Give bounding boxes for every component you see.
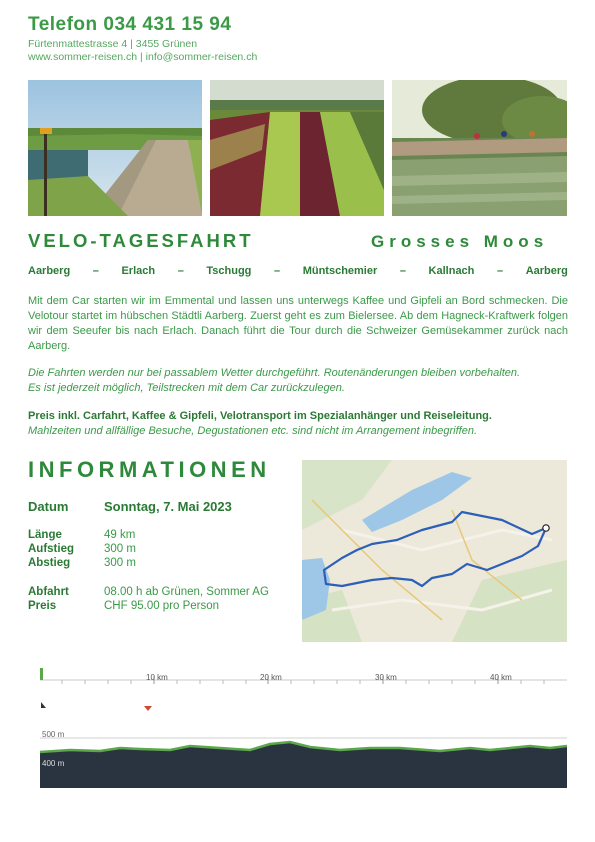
aufstieg-label: Aufstieg (28, 543, 74, 555)
phone-number: Telefon 034 431 15 94 (28, 14, 232, 35)
address: Fürtenmattestrasse 4 | 3455 Grünen (28, 38, 198, 50)
route-sep: – (496, 265, 504, 277)
tick-label: 40 km (490, 673, 512, 682)
preis-label: Preis (28, 600, 57, 612)
abstieg-value: 300 m (104, 557, 136, 569)
aufstieg-value: 300 m (104, 543, 136, 555)
elevation-profile (40, 668, 567, 788)
datum-label: Datum (28, 499, 69, 514)
price-excluded: Mahlzeiten und allfällige Besuche, Degustationen etc. sind nicht im Arrangement inbegriffen. (28, 425, 478, 437)
laenge-label: Länge (28, 529, 62, 541)
datum-value: Sonntag, 7. Mai 2023 (104, 499, 232, 514)
route-map (302, 460, 567, 642)
tick-label: 30 km (375, 673, 397, 682)
tour-description: Mit dem Car starten wir im Emmental und lassen uns unterwegs Kaffee und Gipfeli an Bord schmecken. Die Velotour startet im hübschen Städtli Aarberg. Zuerst geht es zum Bielersee. Ab dem Hagneck-Kraftwerk folgen wir dem Seeufer bis nach Erlach. Danach führt die Tour durch die Schweizer Gemüsekammer zurück nach Aarberg. (28, 295, 568, 352)
photo-cyclists-fields (392, 80, 567, 216)
laenge-value: 49 km (104, 529, 136, 541)
price-included: Preis inkl. Carfahrt, Kaffee & Gipfeli, Velotransport im Spezialanhänger und Reiseleitung. (28, 410, 492, 422)
tour-title: VELO-TAGESFAHRT (28, 230, 254, 251)
route-stop: Erlach (121, 265, 156, 277)
route-sep: – (399, 265, 406, 277)
abstieg-label: Abstieg (28, 557, 71, 569)
tick-label: 10 km (146, 673, 168, 682)
route-line (28, 265, 568, 277)
route-stop: Kallnach (428, 265, 475, 277)
abfahrt-label: Abfahrt (28, 586, 69, 598)
tick-label: 20 km (260, 673, 282, 682)
route-stop: Tschugg (206, 265, 252, 277)
route-stop: Aarberg (525, 265, 568, 277)
abfahrt-value: 08.00 h ab Grünen, Sommer AG (104, 586, 269, 598)
weather-note: Die Fahrten werden nur bei passablem Wetter durchgeführt. Routenänderungen bleiben vorbehalten. (28, 367, 521, 379)
tour-subtitle: Grosses Moos (371, 232, 549, 251)
route-stop: Müntschemier (302, 265, 378, 277)
preis-value: CHF 95.00 pro Person (104, 600, 220, 612)
route-sep: – (177, 265, 184, 277)
info-title: INFORMATIONEN (28, 457, 271, 482)
route-sep: – (273, 265, 281, 277)
bus-note: Es ist jederzeit möglich, Teilstrecken mit dem Car zurückzulegen. (28, 382, 345, 394)
elevation-500-label: 500 m (42, 730, 65, 739)
route-stop: Aarberg (28, 265, 71, 277)
photo-vegetable-fields (210, 80, 384, 216)
photo-riverside-path (28, 80, 202, 216)
contact-line: www.sommer-reisen.ch | info@sommer-reisen.ch (28, 51, 258, 63)
elevation-400-label: 400 m (42, 759, 65, 768)
route-sep: – (92, 265, 99, 277)
